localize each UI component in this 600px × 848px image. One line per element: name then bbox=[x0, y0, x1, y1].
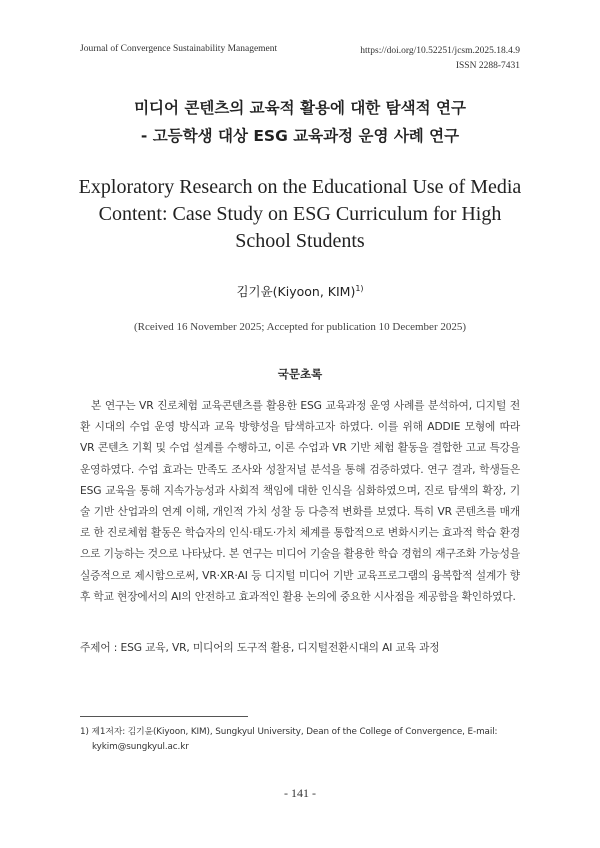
author-line bbox=[0, 282, 600, 300]
footnote-line-1: 1) 제1저자: 김기윤(Kiyoon, KIM), Sungkyul University, Dean of the College of Convergence, E-mail: bbox=[80, 727, 498, 737]
footnote bbox=[80, 725, 520, 755]
author-name: 김기윤(Kiyoon, KIM) bbox=[236, 284, 356, 299]
author-footnote-mark: 1) bbox=[355, 283, 364, 293]
korean-title-line-2: - 고등학생 대상 ESG 교육과정 운영 사례 연구 bbox=[140, 127, 460, 145]
korean-title-line-1: 미디어 콘텐츠의 교육적 활용에 대한 탐색적 연구 bbox=[134, 99, 466, 117]
received-dates: (Rceived 16 November 2025; Accepted for publication 10 December 2025) bbox=[133, 321, 467, 333]
journal-name: Journal of Convergence Sustainability Management bbox=[80, 44, 278, 54]
english-title-line-3: School Students bbox=[235, 230, 365, 252]
english-title-line-1: Exploratory Research on the Educational Use of Media bbox=[78, 176, 522, 198]
footnote-email[interactable]: kykim@sungkyul.ac.kr bbox=[92, 742, 189, 752]
english-title bbox=[0, 174, 600, 255]
page-number: - 141 - bbox=[284, 786, 316, 800]
header-identifiers bbox=[360, 44, 520, 74]
abstract-body: 본 연구는 VR 진로체험 교육콘텐츠를 활용한 ESG 교육과정 운영 사례를 분석하여, 디지털 전환 시대의 수업 운영 방식과 교육 방향성을 탐색하고자 하였다. 이를 위해 ADDIE 모형에 따라 VR 콘텐츠 기획 및 수업 설계를 수행하고, 이론 수업과 VR 기반 체험 활동을 결합한 고교 특강을 운영하였다. 수업 효과는 만족도 조사와 성찰저널 분석을 통해 검증하였다. 연구 결과, 학생들은 ESG 교육을 통해 지속가능성과 사회적 책임에 대한 인식을 심화하였으며, 진로 탐색의 확장, 기술 기반 산업과의 연계 이해, 개인적 가치 성찰 등 다층적 변화를 보였다. 특히 VR 콘텐츠를 매개로 한 진로체험 활동은 학습자의 인식·태도·가치 체계를 통합적으로 변화시키는 효과적 학습 환경으로 기능하는 것으로 나타났다. 본 연구는 미디어 기술을 활용한 학습 경험의 재구조화 가능성을 실증적으로 제시함으로써, VR·XR·AI 등 디지털 미디어 기반 교육프로그램의 융복합적 설계가 향후 학교 현장에서의 AI의 안전하고 효과적인 활용 논의에 중요한 시사점을 제공함을 확인하였다. bbox=[80, 399, 520, 603]
keywords-text: ESG 교육, VR, 미디어의 도구적 활용, 디지털전환시대의 AI 교육 과정 bbox=[120, 641, 440, 654]
keywords-label: 주제어 : bbox=[80, 641, 118, 654]
footnote-divider bbox=[80, 716, 248, 717]
issn: ISSN 2288-7431 bbox=[455, 61, 520, 71]
abstract-heading: 국문초록 bbox=[277, 367, 323, 381]
keywords bbox=[80, 640, 520, 655]
doi-link[interactable]: https://doi.org/10.52251/jcsm.2025.18.4.9 bbox=[360, 46, 520, 56]
english-title-line-2: Content: Case Study on ESG Curriculum for High bbox=[98, 203, 502, 225]
